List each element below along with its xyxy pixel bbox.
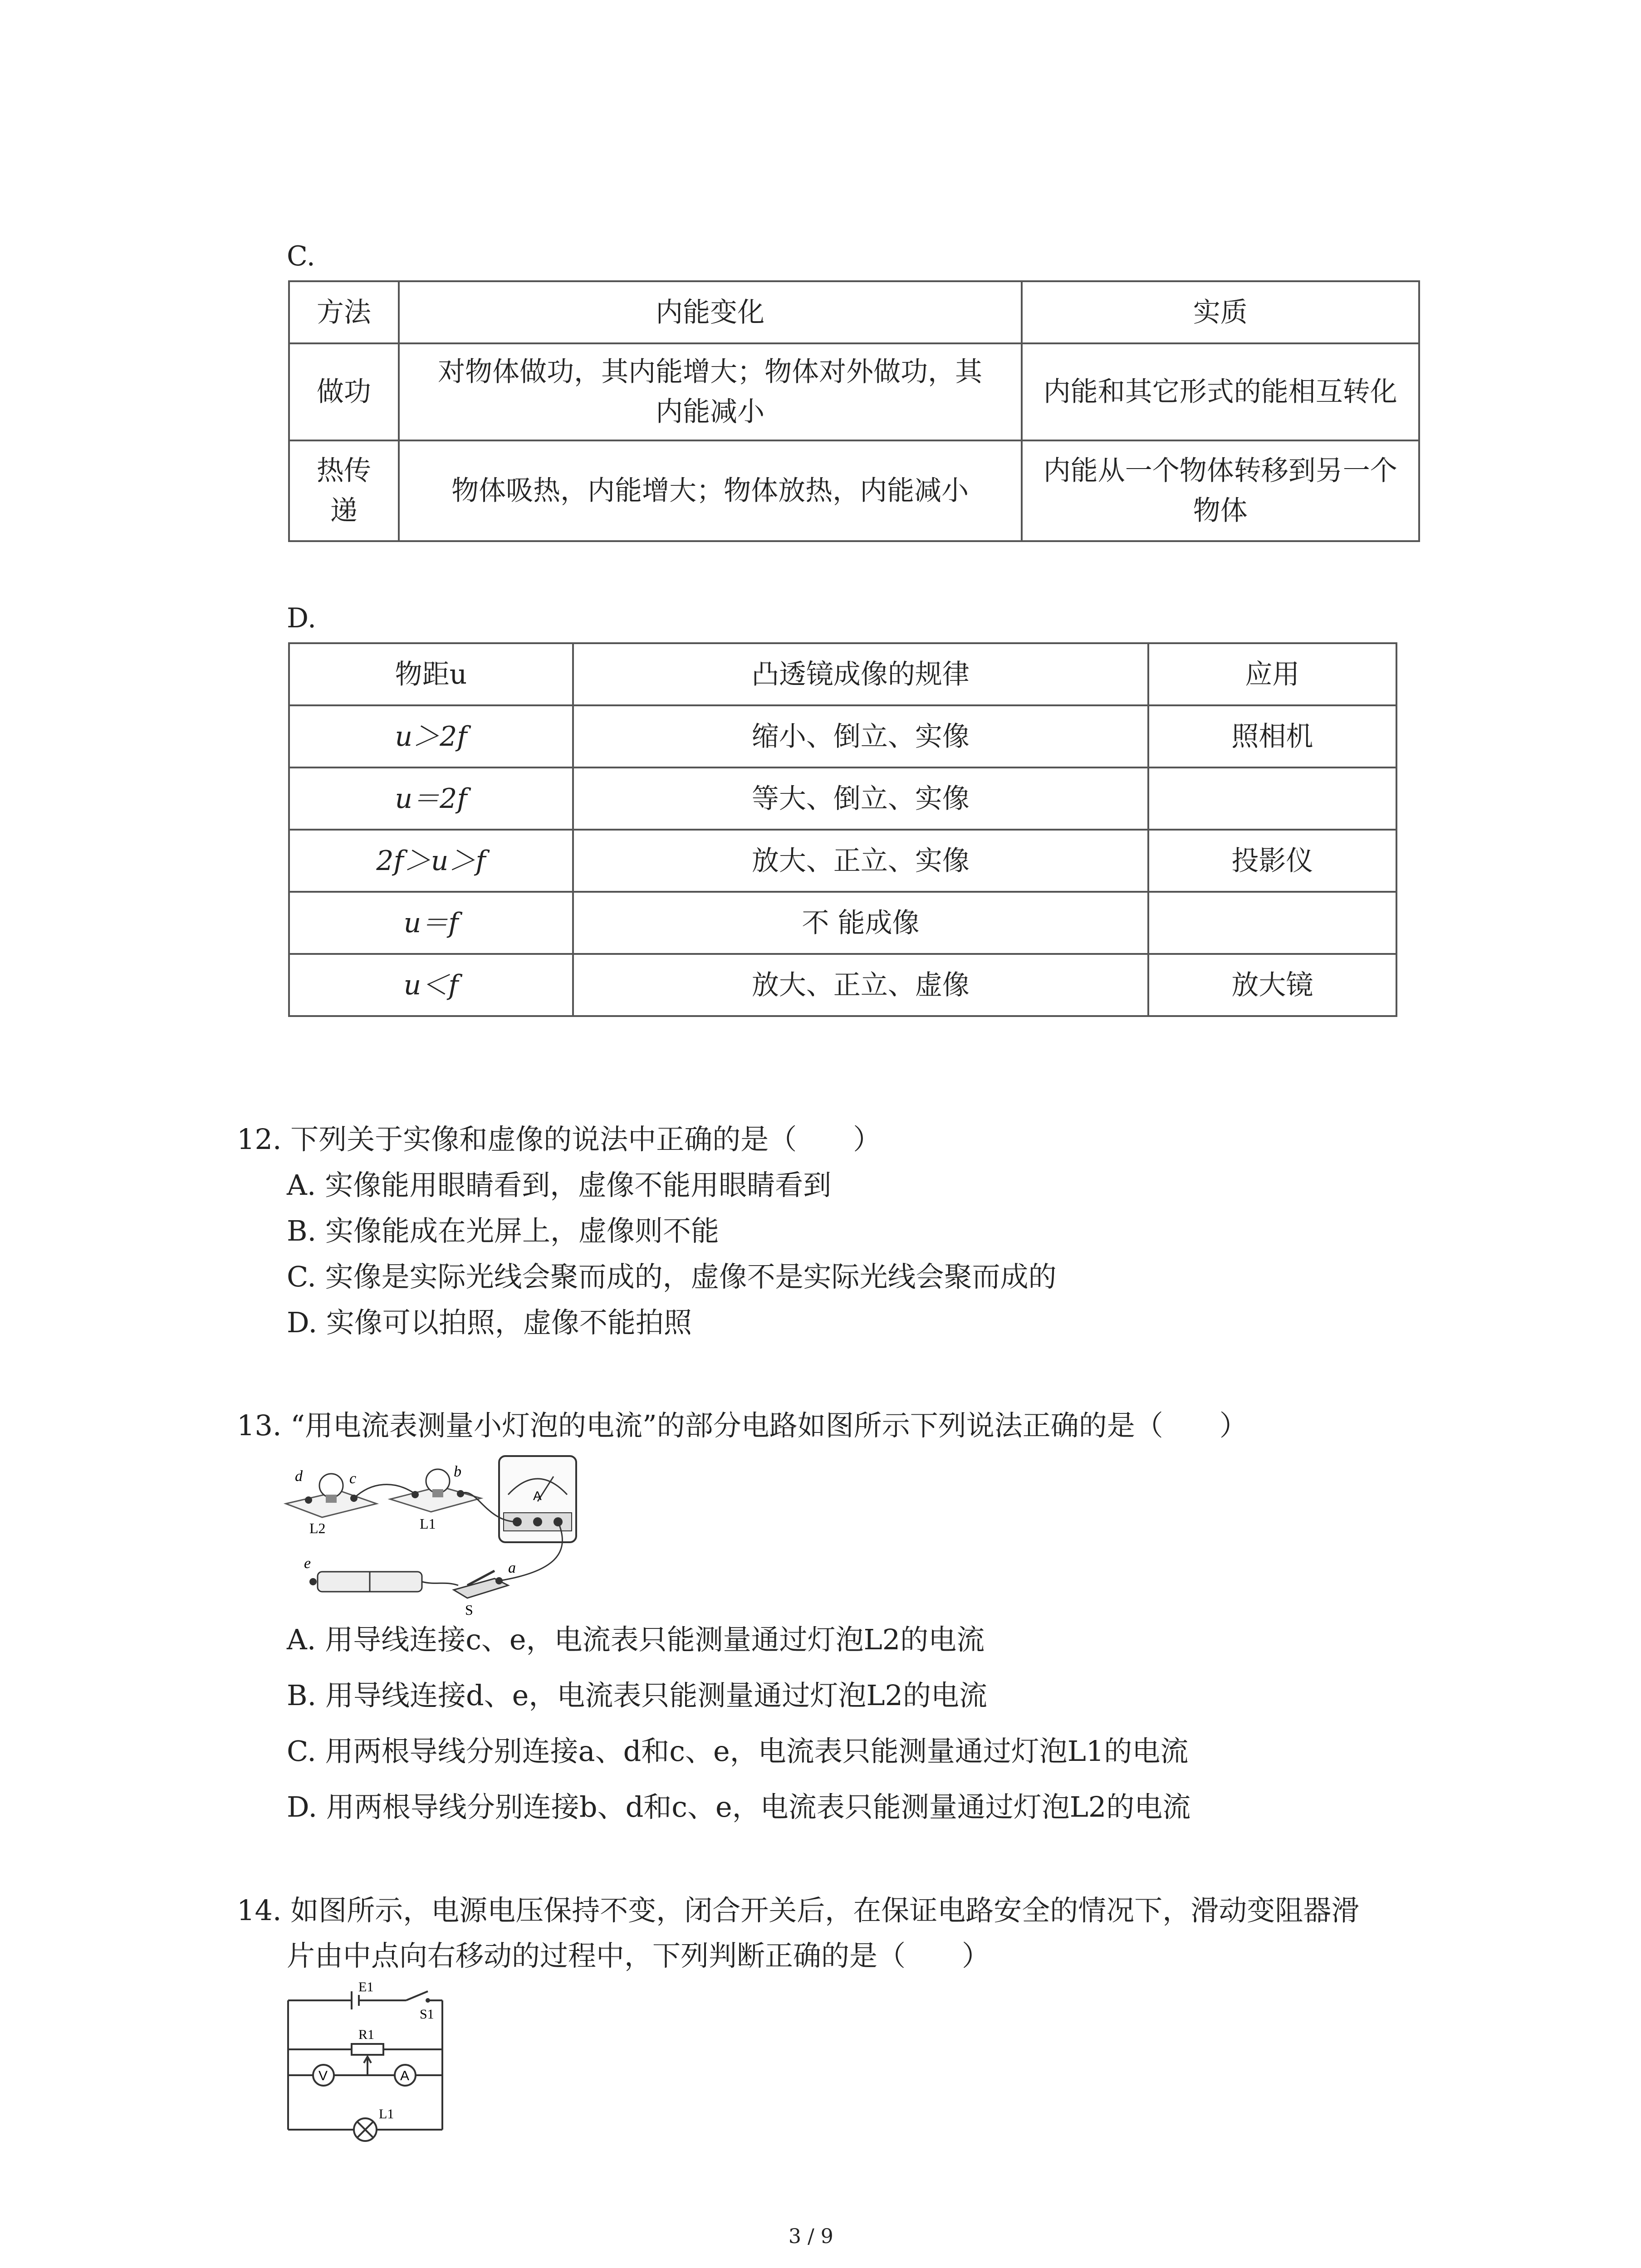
label-l1: L1 <box>420 1515 436 1532</box>
table-cell: 放大、正立、实像 <box>573 830 1148 892</box>
table-cell: 热传递 <box>289 440 399 541</box>
q13-option-c: C. 用两根导线分别连接a、d和c、e，电流表只能测量通过灯泡L1的电流 <box>287 1735 1189 1768</box>
option-c-letter: C. <box>287 240 315 272</box>
table-row <box>289 440 1419 541</box>
table-cell: u＜f <box>289 954 573 1016</box>
label-e: e <box>304 1555 311 1572</box>
label-l2: L2 <box>309 1520 326 1536</box>
table-cell: 凸透镜成像的规律 <box>573 643 1148 705</box>
label-r1: R1 <box>358 2027 375 2042</box>
table-cell: 应用 <box>1148 643 1396 705</box>
table-row <box>289 343 1419 440</box>
table-cell: 2f＞u＞f <box>289 830 573 892</box>
table-cell: 照相机 <box>1148 705 1396 767</box>
q13-option-d: D. 用两根导线分别连接b、d和c、e，电流表只能测量通过灯泡L2的电流 <box>287 1790 1191 1823</box>
q14-stem-line1: 14. 如图所示，电源电压保持不变，闭合开关后，在保证电路安全的情况下，滑动变阻器滑 <box>237 1894 1360 1927</box>
page-number: 3 / 9 <box>789 2225 833 2248</box>
table-cell: 内能变化 <box>399 281 1022 343</box>
label-s: S <box>465 1602 473 1617</box>
switch-s <box>454 1571 508 1598</box>
label-a: a <box>508 1559 516 1576</box>
table-cell: 内能从一个物体转移到另一个物体 <box>1022 440 1419 541</box>
q12-option-a: A. 实像能用眼睛看到，虚像不能用眼睛看到 <box>287 1168 832 1202</box>
table-cell: 物距u <box>289 643 573 705</box>
q14-stem-line2: 片由中点向右移动的过程中，下列判断正确的是（ ） <box>287 1939 990 1972</box>
q13-stem: 13. “用电流表测量小灯泡的电流”的部分电路如图所示下列说法正确的是（ ） <box>237 1409 1248 1442</box>
table-cell: 对物体做功，其内能增大；物体对外做功，其内能减小 <box>399 343 1022 440</box>
q12-option-d: D. 实像可以拍照，虚像不能拍照 <box>287 1306 692 1339</box>
table-row <box>289 767 1396 830</box>
q13-option-a: A. 用导线连接c、e，电流表只能测量通过灯泡L2的电流 <box>287 1623 985 1656</box>
table-cell: 放大镜 <box>1148 954 1396 1016</box>
label-d: d <box>295 1468 303 1485</box>
battery <box>309 1572 422 1592</box>
table-cell: 内能和其它形式的能相互转化 <box>1022 343 1419 440</box>
table-cell: 等大、倒立、实像 <box>573 767 1148 830</box>
label-s1: S1 <box>420 2007 434 2022</box>
q12-option-b: B. 实像能成在光屏上，虚像则不能 <box>287 1214 719 1247</box>
table-row <box>289 281 1419 343</box>
option-c-table <box>288 280 1420 542</box>
table-cell: u＞2f <box>289 705 573 767</box>
label-e1: E1 <box>358 1982 374 1994</box>
lamp-l1 <box>390 1469 481 1512</box>
table-row <box>289 705 1396 767</box>
table-cell: 实质 <box>1022 281 1419 343</box>
q13-circuit-figure <box>281 1449 626 1617</box>
table-row <box>289 830 1396 892</box>
table-cell: 投影仪 <box>1148 830 1396 892</box>
table-cell: 做功 <box>289 343 399 440</box>
table-row <box>289 643 1396 705</box>
table-row <box>289 954 1396 1016</box>
table-cell <box>1148 892 1396 954</box>
label-ammeter-a: A <box>400 2068 410 2083</box>
table-cell: 不 能成像 <box>573 892 1148 954</box>
label-lamp-l1: L1 <box>379 2107 394 2121</box>
table-cell: 放大、正立、虚像 <box>573 954 1148 1016</box>
wire <box>422 1582 458 1585</box>
label-b: b <box>454 1463 461 1480</box>
table-cell <box>1148 767 1396 830</box>
label-voltmeter-v: V <box>318 2068 328 2083</box>
q12-stem: 12. 下列关于实像和虚像的说法中正确的是（ ） <box>237 1123 882 1156</box>
label-ammeter-a: A <box>533 1489 542 1503</box>
table-cell: 缩小、倒立、实像 <box>573 705 1148 767</box>
option-d-table <box>288 642 1397 1017</box>
table-cell: u＝2f <box>289 767 573 830</box>
q14-circuit-diagram <box>284 1982 456 2146</box>
label-c: c <box>349 1470 357 1487</box>
table-row <box>289 892 1396 954</box>
option-d-letter: D. <box>287 602 317 634</box>
table-cell: 物体吸热，内能增大；物体放热，内能减小 <box>399 440 1022 541</box>
table-cell: u＝f <box>289 892 573 954</box>
table-cell: 方法 <box>289 281 399 343</box>
q13-option-b: B. 用导线连接d、e，电流表只能测量通过灯泡L2的电流 <box>287 1679 987 1712</box>
q12-option-c: C. 实像是实际光线会聚而成的，虚像不是实际光线会聚而成的 <box>287 1260 1057 1293</box>
